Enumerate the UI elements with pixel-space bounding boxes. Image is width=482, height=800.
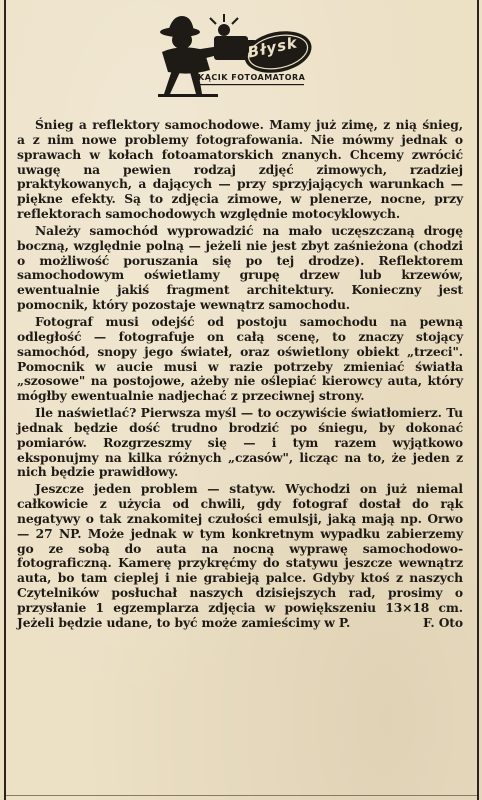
article-body — [17, 118, 463, 633]
paragraph-text: Mamy już zimę, z nią śnieg, a z nim nowe problemy fotografowania. Nie mówmy jednak o sprawach w kołach fotoamatorskich znanych. Chcemy zwrócić uwagę na pewien rodzaj zdjęć zimowych, rzadziej praktykowanych, a dających — przy sprzyjających warunkach — piękne efekty. Są to zdjęcia zimowe, w plenerze, nocne, przy reflektorach samochodowych względnie motocyklowych. — [17, 117, 463, 222]
article-paragraph — [17, 118, 463, 222]
bottom-rule — [6, 795, 477, 796]
right-border-line — [477, 0, 479, 800]
article-paragraph: Fotograf musi odejść od postoju samochodu na pewną odległość — fotografuje on całą scenę, to znaczy stojący samochód, snopy jego świateł, oraz oświetlony obiekt „trzeci". Pomocnik w aucie musi w razie potrzeby zmieniać światła „szosowe" na postojowe, ażeby nie oślepiać kierowcy auta, który mógłby ewentualnie nadjechać z przeciwnej strony. — [17, 313, 463, 404]
article-paragraph: Należy samochód wyprowadzić na mało uczęszczaną drogę boczną, względnie polną — jeżeli nie jest zbyt zaśnieżona (chodzi o możliwość poruszania się po tej drodze). Reflektorem samochodowym oświetlamy grupę drzew lub krzewów, ewentualnie jakiś fragment architektury. Konieczny jest pomocnik, który pozostaje wewnątrz samochodu. — [17, 222, 463, 313]
article-paragraph — [17, 482, 463, 630]
paragraph-text: Jeszcze jeden problem — statyw. Wychodzi on już niemal całkowicie z użycia od chwili, gdy fotograf dostał do rąk negatywy o tak znakomitej czułości emulsji, jaką mają np. Orwo — 27 NP. Może jednak w tym konkretnym wypadku zabierzemy go ze sobą do auta na nocną wyprawę samochodowo-fotograficzną. Kamerę przykręćmy do statywu jeszcze wewnątrz auta, bo tam cieplej i nie grabieją palce. Gdyby ktoś z naszych Czytelników posłuchał naszych dzisiejszych rad, prosimy o przysłanie 1 egzemplarza zdjęcia w powiększeniu 13×18 cm. Jeżeli będzie udane, to być może zamieścimy w P. — [17, 481, 463, 630]
logo-word: Błysk — [246, 33, 300, 62]
author-signature: F. Oto — [422, 614, 463, 630]
article-paragraph: Ile naświetlać? Pierwsza myśl — to oczywiście światłomierz. Tu jednak będzie dość trudno brodzić po śniegu, by dokonać pomiarów. Rozgrzeszmy się — i tym razem wyjątkowo eksponujmy na kilka różnych „czasów", licząc na to, że jeden z nich będzie prawidłowy. — [17, 405, 463, 480]
left-border-line — [4, 0, 6, 800]
logo-caption: KĄCIK FOTOAMATORA — [198, 73, 306, 82]
article-title: Śnieg a reflektory samochodowe. — [35, 117, 264, 132]
column-logo — [150, 6, 350, 102]
